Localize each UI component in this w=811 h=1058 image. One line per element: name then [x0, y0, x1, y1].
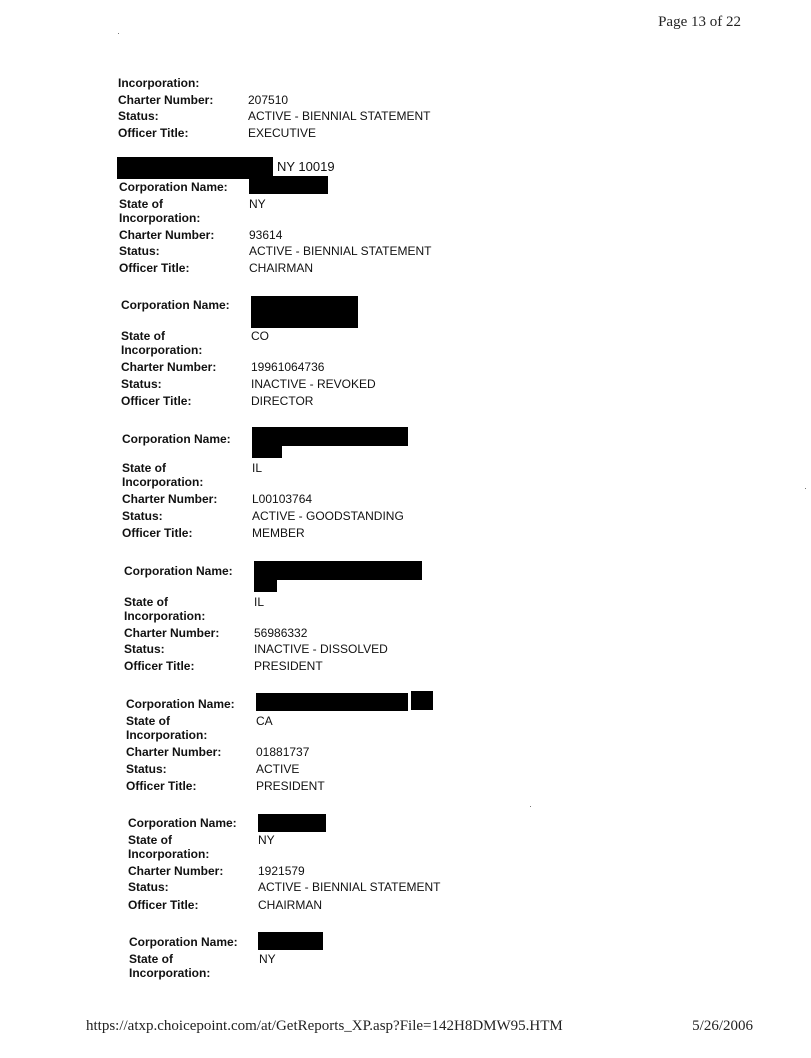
record-6-corp-row [128, 816, 258, 830]
record-2-state-row [121, 329, 269, 357]
incorporation-text: Incorporation: [126, 728, 208, 742]
status-label: Status: [126, 762, 167, 776]
state-value: IL [254, 595, 265, 609]
officer-title-label: Officer Title: [119, 261, 190, 275]
footer-url[interactable]: https://atxp.choicepoint.com/at/GetReports_XP.asp?File=142H8DMW95.HTM [86, 1018, 563, 1034]
record-0-charter-row [118, 93, 288, 107]
state-of-text: State of [119, 197, 164, 211]
record-2-status-row [121, 377, 376, 391]
record-2-charter-row [121, 360, 324, 374]
officer-title-value: PRESIDENT [254, 659, 323, 673]
status-value: ACTIVE - BIENNIAL STATEMENT [258, 880, 441, 894]
state-value: NY [259, 952, 276, 966]
incorporation-text: Incorporation: [122, 475, 204, 489]
corporation-name-label: Corporation Name: [121, 298, 230, 312]
redaction-bar [258, 814, 326, 832]
status-label: Status: [122, 509, 163, 523]
address-header: NY 10019 [277, 159, 335, 174]
officer-title-label: Officer Title: [118, 126, 189, 140]
state-of-text: State of [124, 595, 169, 609]
charter-number-value: 56986332 [254, 626, 308, 640]
status-label: Status: [121, 377, 162, 391]
record-4-officer-row [124, 659, 323, 673]
scan-speck [530, 806, 531, 807]
record-4-corp-row [124, 564, 254, 578]
record-0-status-row [118, 109, 430, 123]
record-0-officer-row [118, 126, 316, 140]
page-number: Page 13 of 22 [658, 14, 741, 30]
state-value: NY [249, 197, 266, 211]
record-3-status-row [122, 509, 404, 523]
incorporation-text: Incorporation: [129, 966, 211, 980]
status-value: ACTIVE [256, 762, 300, 776]
incorporation-text: Incorporation: [121, 343, 203, 357]
charter-number-label: Charter Number: [121, 360, 217, 374]
corporation-name-label: Corporation Name: [126, 697, 235, 711]
redaction-bar [249, 176, 328, 194]
redaction-bar [254, 578, 277, 592]
charter-number-label: Charter Number: [128, 864, 224, 878]
state-of-text: State of [121, 329, 166, 343]
status-value: ACTIVE - BIENNIAL STATEMENT [249, 244, 432, 258]
state-of-label [124, 595, 254, 623]
charter-number-value: 93614 [249, 228, 283, 242]
corporation-name-label: Corporation Name: [122, 432, 231, 446]
state-of-text: State of [128, 833, 173, 847]
state-of-label [122, 461, 252, 489]
incorporation-label: Incorporation: [118, 76, 200, 90]
officer-title-value: CHAIRMAN [258, 898, 323, 912]
corporation-name-label: Corporation Name: [119, 180, 228, 194]
officer-title-label: Officer Title: [124, 659, 195, 673]
officer-title-value: DIRECTOR [251, 394, 314, 408]
state-value: CA [256, 714, 273, 728]
corporation-name-label: Corporation Name: [128, 816, 237, 830]
status-value: INACTIVE - REVOKED [251, 377, 376, 391]
state-of-text: State of [122, 461, 167, 475]
record-6-status-row [128, 880, 440, 894]
charter-number-value: 01881737 [256, 745, 310, 759]
record-3-charter-row [122, 492, 312, 506]
record-5-state-row [126, 714, 273, 742]
record-3-state-row [122, 461, 262, 489]
redaction-bar [258, 932, 323, 950]
record-5-charter-row [126, 745, 309, 759]
corporation-name-label: Corporation Name: [129, 935, 238, 949]
redaction-bar [411, 691, 433, 710]
charter-number-value: 1921579 [258, 864, 305, 878]
state-of-label [119, 197, 249, 225]
state-value: NY [258, 833, 275, 847]
record-1-state-row [119, 197, 266, 225]
status-label: Status: [128, 880, 169, 894]
officer-title-value: MEMBER [252, 526, 305, 540]
corporation-name-label: Corporation Name: [124, 564, 233, 578]
officer-title-label: Officer Title: [122, 526, 193, 540]
record-3-officer-row [122, 526, 305, 540]
record-1-corp-row [119, 180, 249, 194]
state-of-text: State of [126, 714, 171, 728]
record-5-corp-row [126, 697, 256, 711]
record-1-officer-row [119, 261, 313, 275]
state-value: IL [252, 461, 263, 475]
state-of-label [129, 952, 259, 980]
incorporation-text: Incorporation: [119, 211, 201, 225]
state-of-label [126, 714, 256, 742]
record-4-status-row [124, 642, 388, 656]
record-6-charter-row [128, 864, 305, 878]
record-1-status-row [119, 244, 431, 258]
record-5-officer-row [126, 779, 325, 793]
record-7-corp-row [129, 935, 259, 949]
officer-title-label: Officer Title: [126, 779, 197, 793]
record-5-status-row [126, 762, 299, 776]
footer-date: 5/26/2006 [692, 1018, 753, 1034]
redaction-bar [251, 296, 358, 328]
officer-title-label: Officer Title: [128, 898, 199, 912]
state-of-label [121, 329, 251, 357]
redaction-bar [254, 561, 422, 580]
status-label: Status: [119, 244, 160, 258]
record-0-incorporation-row [118, 76, 248, 90]
record-2-corp-row [121, 298, 251, 312]
incorporation-text: Incorporation: [128, 847, 210, 861]
charter-number-label: Charter Number: [122, 492, 218, 506]
status-label: Status: [118, 109, 159, 123]
charter-number-value: 207510 [248, 93, 289, 107]
status-value: ACTIVE - BIENNIAL STATEMENT [248, 109, 431, 123]
redaction-bar [256, 693, 408, 711]
charter-number-label: Charter Number: [124, 626, 220, 640]
charter-number-label: Charter Number: [119, 228, 215, 242]
charter-number-label: Charter Number: [126, 745, 222, 759]
record-7-state-row [129, 952, 276, 980]
officer-title-label: Officer Title: [121, 394, 192, 408]
record-4-charter-row [124, 626, 307, 640]
record-4-state-row [124, 595, 264, 623]
status-label: Status: [124, 642, 165, 656]
charter-number-value: 19961064736 [251, 360, 325, 374]
state-of-label [128, 833, 258, 861]
officer-title-value: CHAIRMAN [249, 261, 314, 275]
scan-speck [118, 33, 119, 34]
state-of-text: State of [129, 952, 174, 966]
charter-number-value: L00103764 [252, 492, 313, 506]
record-3-corp-row [122, 432, 252, 446]
incorporation-text: Incorporation: [124, 609, 206, 623]
record-6-officer-row [128, 898, 322, 912]
officer-title-value: PRESIDENT [256, 779, 325, 793]
record-1-charter-row [119, 228, 282, 242]
scan-speck [805, 488, 806, 489]
record-6-state-row [128, 833, 275, 861]
charter-number-label: Charter Number: [118, 93, 214, 107]
redaction-bar [252, 444, 282, 458]
status-value: INACTIVE - DISSOLVED [254, 642, 388, 656]
record-2-officer-row [121, 394, 313, 408]
status-value: ACTIVE - GOODSTANDING [252, 509, 404, 523]
state-value: CO [251, 329, 269, 343]
officer-title-value: EXECUTIVE [248, 126, 317, 140]
